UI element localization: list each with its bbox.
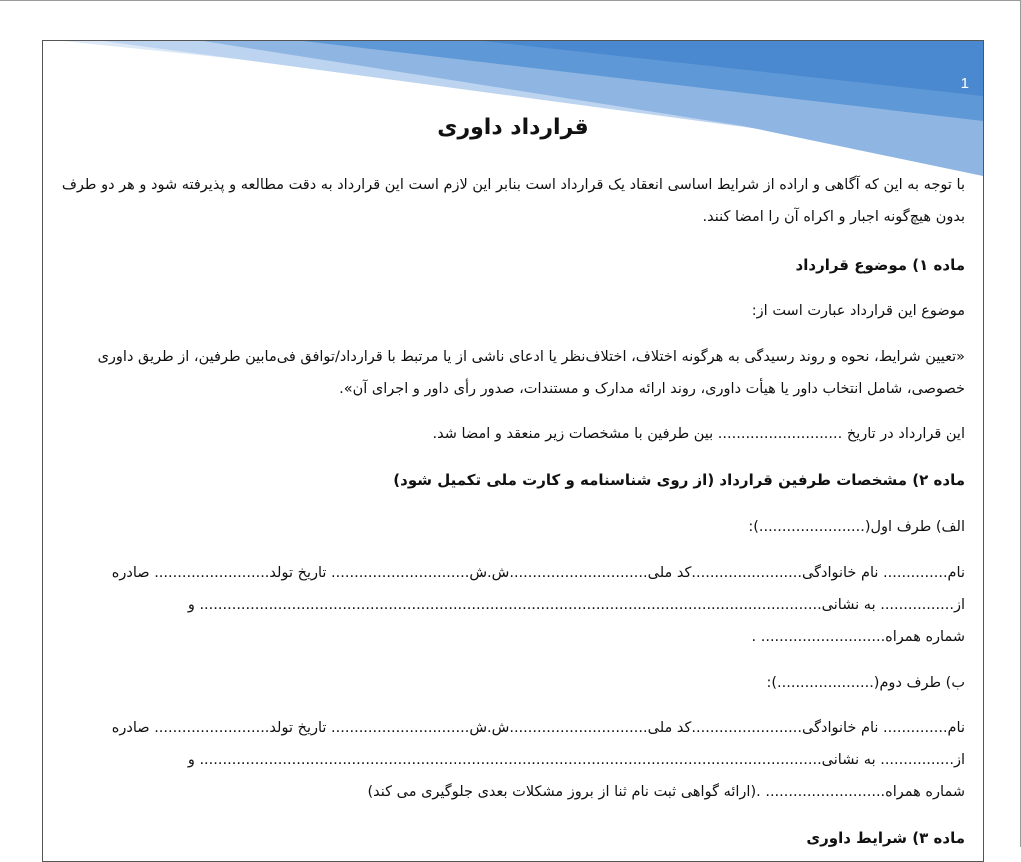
header-banner <box>43 41 983 176</box>
party-2-row-2: از................ به نشانی....................................................................................................................................... و <box>187 752 965 768</box>
party-2-label: ب) طرف دوم(.....................): <box>766 675 965 691</box>
article-1-quote-line-1: «تعیین شرایط، نحوه و روند رسیدگی به هرگونه اختلاف، اختلاف‌نظر یا ادعای ناشی از یا مرتبط با قرارداد/توافق فی‌مابین طرفین، از طریق داوری <box>97 349 965 365</box>
party-1-row-1: نام.............. نام خانوادگی........................کد ملی..............................ش.ش.............................. تاریخ تولد......................... صادره <box>111 565 965 581</box>
party-1-label: الف) طرف اول(.......................): <box>748 519 965 535</box>
document-title: قرارداد داوری <box>437 115 589 140</box>
page-number: 1 <box>960 75 969 92</box>
party-1-row-2: از................ به نشانی....................................................................................................................................... و <box>187 597 965 613</box>
intro-line-2: بدون هیچ‌گونه اجبار و اکراه آن را امضا کنند. <box>702 209 965 225</box>
party-2-row-1: نام.............. نام خانوادگی........................کد ملی..............................ش.ش.............................. تاریخ تولد......................... صادره <box>111 720 965 736</box>
intro-line-1: با توجه به این که آگاهی و اراده از شرایط اساسی انعقاد یک قرارداد است بنابر این لازم است این قرارداد به دقت مطالعه و پذیرفته شود و هر دو طرف <box>61 177 965 193</box>
article-1-heading: ماده ۱) موضوع قرارداد <box>795 256 965 274</box>
article-2-heading: ماده ۲) مشخصات طرفین قرارداد (از روی شناسنامه و کارت ملی تکمیل شود) <box>393 471 965 489</box>
article-3-heading: ماده ۳) شرایط داوری <box>806 829 965 847</box>
party-2-row-3: شماره همراه.......................... .(ارائه گواهی ثبت نام ثنا از بروز مشکلات بعدی جلوگیری می کند) <box>367 784 965 800</box>
document-page <box>42 40 984 862</box>
article-1-quote-line-2: خصوصی، شامل انتخاب داور یا هیأت داوری، روند ارائه مدارک و مستندات، صدور رأی داور و اجرای آن». <box>339 381 965 397</box>
contract-date-line: این قرارداد در تاریخ ........................... بین طرفین با مشخصات زیر منعقد و امضا شد. <box>432 426 965 442</box>
viewer-top-border <box>0 0 1021 1</box>
party-1-row-3: شماره همراه........................... . <box>751 629 965 645</box>
article-1-lead: موضوع این قرارداد عبارت است از: <box>751 303 965 319</box>
